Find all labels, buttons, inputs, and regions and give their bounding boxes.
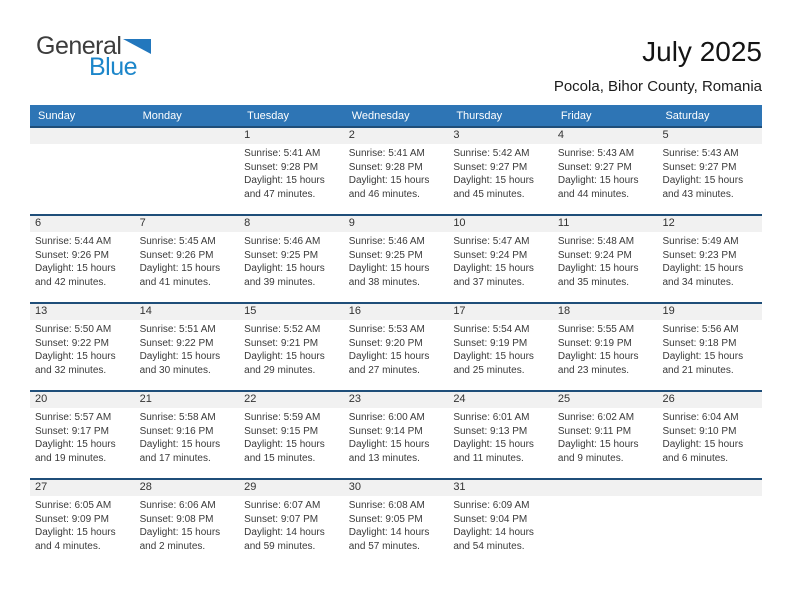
page-subtitle: Pocola, Bihor County, Romania	[553, 78, 762, 96]
general-blue-logo	[36, 34, 151, 80]
daylight-line1: Daylight: 15 hours	[348, 351, 430, 362]
sunset-text: Sunset: 9:04 PM	[453, 513, 528, 525]
day-number: 31	[453, 481, 466, 493]
day-cell	[239, 144, 344, 214]
day-cell	[135, 496, 240, 566]
day-number: 14	[139, 305, 152, 317]
daylight-line1: Daylight: 15 hours	[139, 439, 221, 450]
daylight-line2: and 13 minutes.	[348, 452, 420, 464]
weekday-header-monday: Monday	[142, 109, 182, 122]
sunrise-text: Sunrise: 5:47 AM	[453, 236, 530, 247]
day-number: 15	[244, 305, 257, 317]
sunset-text: Sunset: 9:13 PM	[453, 425, 528, 437]
sunrise-text: Sunrise: 6:06 AM	[139, 500, 216, 511]
sunset-text: Sunset: 9:22 PM	[139, 337, 214, 349]
sunrise-text: Sunrise: 5:41 AM	[244, 148, 321, 159]
daylight-line2: and 32 minutes.	[35, 364, 107, 376]
daylight-line2: and 35 minutes.	[557, 276, 630, 288]
day-cell	[135, 408, 240, 478]
weekday-header-saturday: Saturday	[665, 109, 710, 122]
weekday-header-row	[30, 105, 762, 126]
daylight-line2: and 17 minutes.	[139, 452, 211, 464]
empty-day-number	[30, 128, 135, 144]
daylight-line1: Daylight: 15 hours	[244, 351, 325, 362]
empty-day-number	[657, 480, 762, 496]
sunrise-text: Sunrise: 5:44 AM	[35, 236, 112, 247]
daylight-line2: and 54 minutes.	[453, 540, 525, 552]
sunrise-text: Sunrise: 6:01 AM	[453, 412, 530, 423]
weekday-header-wednesday: Wednesday	[351, 109, 410, 122]
sunset-text: Sunset: 9:11 PM	[557, 425, 632, 437]
weeks-container	[30, 126, 762, 566]
day-details-strip	[30, 232, 762, 302]
day-number: 23	[348, 393, 361, 405]
daylight-line1: Daylight: 15 hours	[244, 439, 325, 450]
daylight-line2: and 21 minutes.	[662, 364, 734, 376]
sunset-text: Sunset: 9:15 PM	[244, 425, 319, 437]
sunrise-text: Sunrise: 5:42 AM	[453, 148, 530, 159]
daylight-line2: and 19 minutes.	[35, 452, 107, 464]
daylight-line1: Daylight: 15 hours	[35, 351, 116, 362]
sunrise-text: Sunrise: 5:55 AM	[557, 324, 635, 335]
day-cell	[657, 320, 762, 390]
sunrise-text: Sunrise: 5:51 AM	[139, 324, 216, 335]
day-cell	[239, 496, 344, 566]
logo-text-blue: Blue	[89, 53, 138, 81]
daylight-line1: Daylight: 15 hours	[453, 175, 534, 186]
day-number: 20	[35, 393, 48, 405]
empty-day-cell	[30, 144, 135, 214]
sunrise-text: Sunrise: 6:07 AM	[244, 500, 321, 511]
day-cell	[344, 232, 449, 302]
day-details-strip	[30, 408, 762, 478]
empty-day-cell	[553, 496, 658, 566]
week-row	[30, 302, 762, 390]
daylight-line2: and 25 minutes.	[453, 364, 525, 376]
empty-day-cell	[657, 496, 762, 566]
sunrise-text: Sunrise: 5:57 AM	[35, 412, 112, 423]
week-row	[30, 214, 762, 302]
day-cell	[344, 408, 449, 478]
daylight-line2: and 43 minutes.	[662, 188, 734, 200]
daylight-line1: Daylight: 15 hours	[453, 439, 534, 450]
sunset-text: Sunset: 9:18 PM	[662, 337, 737, 349]
sunset-text: Sunset: 9:14 PM	[348, 425, 423, 437]
daylight-line1: Daylight: 15 hours	[557, 439, 639, 450]
daylight-line2: and 4 minutes.	[35, 540, 101, 552]
daylight-line2: and 27 minutes.	[348, 364, 420, 376]
sunrise-text: Sunrise: 5:52 AM	[244, 324, 321, 335]
day-number: 13	[35, 305, 48, 317]
sunset-text: Sunset: 9:16 PM	[139, 425, 214, 437]
day-number: 25	[557, 393, 571, 405]
day-number: 19	[662, 305, 675, 317]
sunset-text: Sunset: 9:24 PM	[557, 249, 632, 261]
sunrise-text: Sunrise: 6:00 AM	[348, 412, 425, 423]
sunrise-text: Sunrise: 5:43 AM	[662, 148, 739, 159]
day-cell	[657, 408, 762, 478]
daylight-line2: and 37 minutes.	[453, 276, 525, 288]
daylight-line2: and 38 minutes.	[348, 276, 420, 288]
daylight-line2: and 11 minutes.	[453, 452, 524, 464]
empty-day-number	[553, 480, 658, 496]
calendar-table	[30, 105, 762, 566]
daylight-line1: Daylight: 15 hours	[662, 263, 744, 274]
day-cell	[448, 408, 553, 478]
sunset-text: Sunset: 9:27 PM	[453, 161, 528, 173]
day-cell	[30, 408, 135, 478]
sunrise-text: Sunrise: 5:46 AM	[348, 236, 425, 247]
daylight-line2: and 44 minutes.	[557, 188, 630, 200]
sunrise-text: Sunrise: 5:54 AM	[453, 324, 530, 335]
sunrise-text: Sunrise: 5:48 AM	[557, 236, 635, 247]
daylight-line1: Daylight: 15 hours	[139, 351, 221, 362]
daylight-line1: Daylight: 15 hours	[348, 175, 430, 186]
day-number-strip	[30, 392, 762, 408]
daylight-line2: and 39 minutes.	[244, 276, 316, 288]
daylight-line1: Daylight: 15 hours	[557, 351, 639, 362]
day-number-strip	[30, 216, 762, 232]
sunrise-text: Sunrise: 6:09 AM	[453, 500, 530, 511]
day-number: 2	[348, 129, 355, 141]
day-cell	[239, 232, 344, 302]
daylight-line2: and 45 minutes.	[453, 188, 525, 200]
sunset-text: Sunset: 9:25 PM	[348, 249, 423, 261]
day-details-strip	[30, 496, 762, 566]
sunset-text: Sunset: 9:22 PM	[35, 337, 109, 349]
daylight-line1: Daylight: 15 hours	[35, 527, 116, 538]
empty-day-cell	[135, 144, 240, 214]
sunset-text: Sunset: 9:05 PM	[348, 513, 423, 525]
day-number: 29	[244, 481, 257, 493]
day-number-strip	[30, 128, 762, 144]
daylight-line1: Daylight: 15 hours	[662, 439, 744, 450]
empty-day-number	[135, 128, 240, 144]
day-cell	[448, 144, 553, 214]
sunset-text: Sunset: 9:10 PM	[662, 425, 737, 437]
day-cell	[135, 232, 240, 302]
daylight-line1: Daylight: 15 hours	[139, 527, 221, 538]
daylight-line1: Daylight: 15 hours	[662, 351, 744, 362]
daylight-line1: Daylight: 14 hours	[244, 527, 325, 538]
sunset-text: Sunset: 9:24 PM	[453, 249, 528, 261]
daylight-line2: and 41 minutes.	[139, 276, 211, 288]
sunrise-text: Sunrise: 5:59 AM	[244, 412, 321, 423]
daylight-line2: and 34 minutes.	[662, 276, 734, 288]
daylight-line1: Daylight: 15 hours	[348, 263, 430, 274]
day-cell	[344, 496, 449, 566]
sunset-text: Sunset: 9:28 PM	[348, 161, 423, 173]
day-number: 11	[557, 217, 570, 229]
sunrise-text: Sunrise: 5:41 AM	[348, 148, 425, 159]
sunset-text: Sunset: 9:27 PM	[557, 161, 632, 173]
day-cell	[448, 320, 553, 390]
sunrise-text: Sunrise: 5:50 AM	[35, 324, 112, 335]
day-number: 8	[244, 217, 251, 229]
sunrise-text: Sunrise: 6:04 AM	[662, 412, 739, 423]
day-number: 1	[244, 129, 251, 141]
day-number: 30	[348, 481, 361, 493]
day-cell	[553, 144, 658, 214]
daylight-line2: and 2 minutes.	[139, 540, 206, 552]
daylight-line1: Daylight: 15 hours	[453, 351, 534, 362]
daylight-line1: Daylight: 14 hours	[348, 527, 430, 538]
daylight-line2: and 46 minutes.	[348, 188, 420, 200]
sunrise-text: Sunrise: 6:02 AM	[557, 412, 635, 423]
daylight-line2: and 6 minutes.	[662, 452, 729, 464]
daylight-line1: Daylight: 15 hours	[348, 439, 430, 450]
day-cell	[657, 232, 762, 302]
sunset-text: Sunset: 9:07 PM	[244, 513, 319, 525]
sunrise-text: Sunrise: 5:53 AM	[348, 324, 425, 335]
week-row	[30, 126, 762, 214]
day-cell	[135, 320, 240, 390]
sunset-text: Sunset: 9:23 PM	[662, 249, 737, 261]
weekday-header-friday: Friday	[560, 109, 592, 122]
day-number-strip	[30, 480, 762, 496]
day-number: 16	[348, 305, 361, 317]
day-number: 9	[348, 217, 355, 229]
sunrise-text: Sunrise: 6:05 AM	[35, 500, 112, 511]
day-cell	[448, 496, 553, 566]
daylight-line2: and 30 minutes.	[139, 364, 211, 376]
sunset-text: Sunset: 9:26 PM	[139, 249, 214, 261]
day-number: 3	[453, 129, 460, 141]
day-cell	[30, 320, 135, 390]
sunrise-text: Sunrise: 5:46 AM	[244, 236, 321, 247]
weekday-header-thursday: Thursday	[456, 109, 503, 122]
day-details-strip	[30, 320, 762, 390]
day-cell	[553, 320, 658, 390]
daylight-line1: Daylight: 14 hours	[453, 527, 534, 538]
day-number: 12	[662, 217, 675, 229]
day-number: 10	[453, 217, 466, 229]
sunset-text: Sunset: 9:25 PM	[244, 249, 319, 261]
sunset-text: Sunset: 9:27 PM	[662, 161, 737, 173]
day-number: 6	[35, 217, 42, 229]
daylight-line2: and 42 minutes.	[35, 276, 107, 288]
sunrise-text: Sunrise: 5:49 AM	[662, 236, 739, 247]
page-title: July 2025	[642, 36, 762, 67]
day-cell	[344, 320, 449, 390]
daylight-line1: Daylight: 15 hours	[453, 263, 534, 274]
sunrise-text: Sunrise: 5:58 AM	[139, 412, 216, 423]
day-details-strip	[30, 144, 762, 214]
daylight-line1: Daylight: 15 hours	[139, 263, 221, 274]
daylight-line1: Daylight: 15 hours	[244, 263, 325, 274]
day-number: 17	[453, 305, 466, 317]
daylight-line2: and 59 minutes.	[244, 540, 316, 552]
sunset-text: Sunset: 9:08 PM	[139, 513, 214, 525]
day-cell	[448, 232, 553, 302]
daylight-line1: Daylight: 15 hours	[35, 263, 116, 274]
daylight-line1: Daylight: 15 hours	[557, 263, 639, 274]
sunset-text: Sunset: 9:17 PM	[35, 425, 109, 437]
sunset-text: Sunset: 9:20 PM	[348, 337, 423, 349]
daylight-line1: Daylight: 15 hours	[35, 439, 116, 450]
sunrise-text: Sunrise: 6:08 AM	[348, 500, 425, 511]
weekday-header-tuesday: Tuesday	[247, 109, 289, 122]
day-cell	[30, 496, 135, 566]
sunset-text: Sunset: 9:28 PM	[244, 161, 319, 173]
day-number: 22	[244, 393, 257, 405]
daylight-line2: and 29 minutes.	[244, 364, 316, 376]
daylight-line2: and 57 minutes.	[348, 540, 420, 552]
day-number: 18	[557, 305, 571, 317]
day-cell	[657, 144, 762, 214]
day-cell	[553, 408, 658, 478]
sunrise-text: Sunrise: 5:43 AM	[557, 148, 635, 159]
day-number: 7	[139, 217, 146, 229]
sunset-text: Sunset: 9:21 PM	[244, 337, 319, 349]
week-row	[30, 478, 762, 566]
day-number: 26	[662, 393, 675, 405]
week-row	[30, 390, 762, 478]
daylight-line1: Daylight: 15 hours	[662, 175, 744, 186]
day-cell	[553, 232, 658, 302]
day-number: 27	[35, 481, 48, 493]
day-cell	[30, 232, 135, 302]
sunset-text: Sunset: 9:19 PM	[557, 337, 632, 349]
day-number: 5	[662, 129, 669, 141]
daylight-line1: Daylight: 15 hours	[557, 175, 639, 186]
daylight-line2: and 9 minutes.	[557, 452, 624, 464]
sunrise-text: Sunrise: 5:56 AM	[662, 324, 739, 335]
sunset-text: Sunset: 9:19 PM	[453, 337, 528, 349]
daylight-line1: Daylight: 15 hours	[244, 175, 325, 186]
sunrise-text: Sunrise: 5:45 AM	[139, 236, 216, 247]
day-number: 4	[557, 129, 565, 141]
sunset-text: Sunset: 9:09 PM	[35, 513, 109, 525]
day-cell	[344, 144, 449, 214]
sunset-text: Sunset: 9:26 PM	[35, 249, 109, 261]
day-cell	[239, 408, 344, 478]
daylight-line2: and 15 minutes.	[244, 452, 316, 464]
day-cell	[239, 320, 344, 390]
daylight-line2: and 23 minutes.	[557, 364, 630, 376]
weekday-header-sunday: Sunday	[38, 109, 76, 122]
title-block	[554, 36, 762, 96]
day-number: 21	[139, 393, 152, 405]
day-number: 28	[139, 481, 152, 493]
day-number-strip	[30, 304, 762, 320]
daylight-line2: and 47 minutes.	[244, 188, 316, 200]
day-number: 24	[453, 393, 466, 405]
logo-text-general: General	[36, 32, 122, 60]
